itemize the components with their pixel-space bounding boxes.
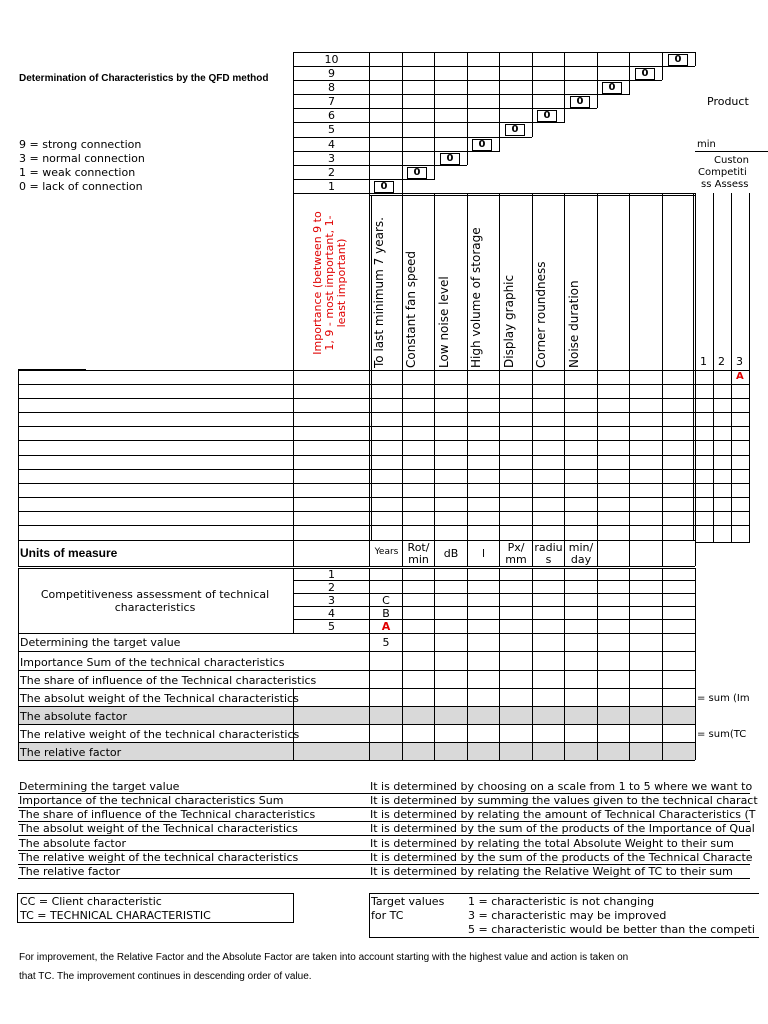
competitiveness-label-right: Competiti — [698, 167, 747, 178]
definition-desc: It is determined by summing the values given to the technical charact — [370, 794, 758, 807]
tc-header: Display graphic — [502, 274, 516, 368]
roof-zero-cell: 0 — [602, 82, 622, 94]
unit-cell: l — [481, 547, 486, 560]
roof-zero-cell: 0 — [537, 110, 557, 122]
definition-term: The absolut weight of the Technical characteristics — [19, 822, 298, 835]
definition-term: The relative factor — [19, 865, 121, 878]
competitiveness-mark: B — [382, 607, 390, 620]
definition-desc: It is determined by relating the Relative Weight of TC to their sum — [370, 865, 733, 878]
target-legend-1: 1 = characteristic is not changing — [468, 895, 655, 908]
unit-cell: Years — [374, 547, 399, 557]
units-label: Units of measure — [20, 546, 118, 560]
roof-number: 6 — [328, 109, 335, 122]
roof-zero-cell: 0 — [668, 54, 688, 66]
formula-relative: = sum(TC — [697, 729, 747, 740]
footnote-line-1: For improvement, the Relative Factor and the Absolute Factor are taken into account starting with the highest value and action is taken on — [19, 952, 629, 963]
definition-term: Importance of the technical characteristics Sum — [19, 794, 284, 807]
definition-term: Determining the target value — [19, 780, 180, 793]
abbreviation-tc: TC = TECHNICAL CHARACTERISTIC — [20, 909, 211, 922]
page-title: Determination of Characteristics by the QFD method — [19, 73, 269, 84]
formula-absolute: = sum (Im — [697, 693, 750, 704]
legend-weak: 1 = weak connection — [19, 166, 136, 179]
min-label: min — [697, 139, 716, 150]
definition-desc: It is determined by choosing on a scale from 1 to 5 where we want to — [370, 780, 753, 793]
legend-normal: 3 = normal connection — [19, 152, 145, 165]
legend-strong: 9 = strong connection — [19, 138, 142, 151]
roof-zero-cell: 0 — [440, 153, 460, 165]
definition-desc: It is determined by relating the amount of Technical Characteristics (T — [370, 808, 756, 821]
roof-number: 7 — [328, 95, 335, 108]
definition-term: The share of influence of the Technical characteristics — [19, 808, 316, 821]
row-target-value: Determining the target value — [20, 636, 181, 649]
competitiveness-level: 5 — [328, 620, 335, 633]
assessment-col-1: 1 — [700, 355, 707, 368]
target-legend-3: 3 = characteristic may be improved — [468, 909, 667, 922]
assessment-mark: A — [736, 371, 744, 382]
footnote-line-2: that TC. The improvement continues in descending order of value. — [19, 971, 312, 982]
target-legend-5: 5 = characteristic would be better than the competi — [468, 923, 755, 936]
target-values-box — [369, 893, 759, 938]
customer-label: Custon — [714, 155, 749, 166]
tc-header: Constant fan speed — [404, 250, 418, 368]
row-absolute-weight: The absolut weight of the Technical characteristics — [20, 692, 299, 705]
roof-zero-cell: 0 — [635, 68, 655, 80]
row-relative-weight: The relative weight of the technical characteristics — [20, 728, 300, 741]
competitiveness-level: 3 — [328, 594, 335, 607]
unit-cell: Rot/ min — [407, 541, 430, 566]
definition-term: The relative weight of the technical characteristics — [19, 851, 299, 864]
competitiveness-mark: C — [382, 594, 390, 607]
competitiveness-label: Competitiveness assessment of technical characteristics — [40, 588, 270, 614]
definition-desc: It is determined by relating the total Absolute Weight to their sum — [370, 837, 734, 850]
tc-header: Noise duration — [567, 280, 581, 368]
roof-number: 8 — [328, 81, 335, 94]
row-absolute-factor: The absolute factor — [20, 710, 127, 723]
tc-header: Low noise level — [437, 276, 451, 368]
competitiveness-level: 2 — [328, 581, 335, 594]
definition-desc: It is determined by the sum of the products of the Importance of Qual — [370, 822, 755, 835]
product-label: Product — [707, 95, 749, 108]
unit-cell: Px/ mm — [505, 541, 527, 566]
abbreviation-cc: CC = Client characteristic — [20, 895, 162, 908]
tc-header: High volume of storage — [469, 227, 483, 368]
target-value-cell: 5 — [382, 636, 390, 649]
roof-zero-cell: 0 — [472, 139, 492, 151]
target-values-label-sub: for TC — [371, 909, 404, 922]
roof-zero-cell: 0 — [570, 96, 590, 108]
roof-number: 10 — [324, 53, 339, 66]
roof-zero-cell: 0 — [505, 124, 525, 136]
unit-cell: dB — [443, 547, 459, 560]
unit-cell: radiu s — [534, 541, 563, 566]
importance-header: Importance (between 9 to 1, 9 - most important, 1-least important) — [311, 211, 348, 355]
roof-number: 4 — [328, 138, 335, 151]
assessment-col-2: 2 — [718, 355, 725, 368]
row-importance-sum: Importance Sum of the technical characteristics — [20, 656, 285, 669]
roof-number: 9 — [328, 67, 335, 80]
roof-zero-cell: 0 — [374, 181, 394, 193]
target-values-label: Target values — [371, 895, 445, 908]
tc-header: Corner roundness — [534, 261, 548, 368]
abbreviations-box — [17, 893, 294, 923]
assessment-col-3: 3 — [736, 355, 743, 368]
tc-header: To last minimum 7 years. — [372, 217, 386, 368]
assessment-label-right: ss Assess — [701, 179, 749, 190]
definition-term: The absolute factor — [19, 837, 126, 850]
roof-zero-cell: 0 — [407, 167, 427, 179]
legend-none: 0 = lack of connection — [19, 180, 143, 193]
definition-desc: It is determined by the sum of the products of the Technical Characte — [370, 851, 753, 864]
competitiveness-level: 4 — [328, 607, 335, 620]
row-share-influence: The share of influence of the Technical characteristics — [20, 674, 317, 687]
roof-number: 5 — [328, 123, 335, 136]
roof-number: 2 — [328, 166, 335, 179]
roof-number: 3 — [328, 152, 335, 165]
roof-number: 1 — [328, 180, 335, 193]
competitiveness-mark: A — [381, 620, 391, 633]
unit-cell: min/ day — [568, 541, 594, 566]
row-relative-factor: The relative factor — [20, 746, 122, 759]
competitiveness-level: 1 — [328, 568, 335, 581]
